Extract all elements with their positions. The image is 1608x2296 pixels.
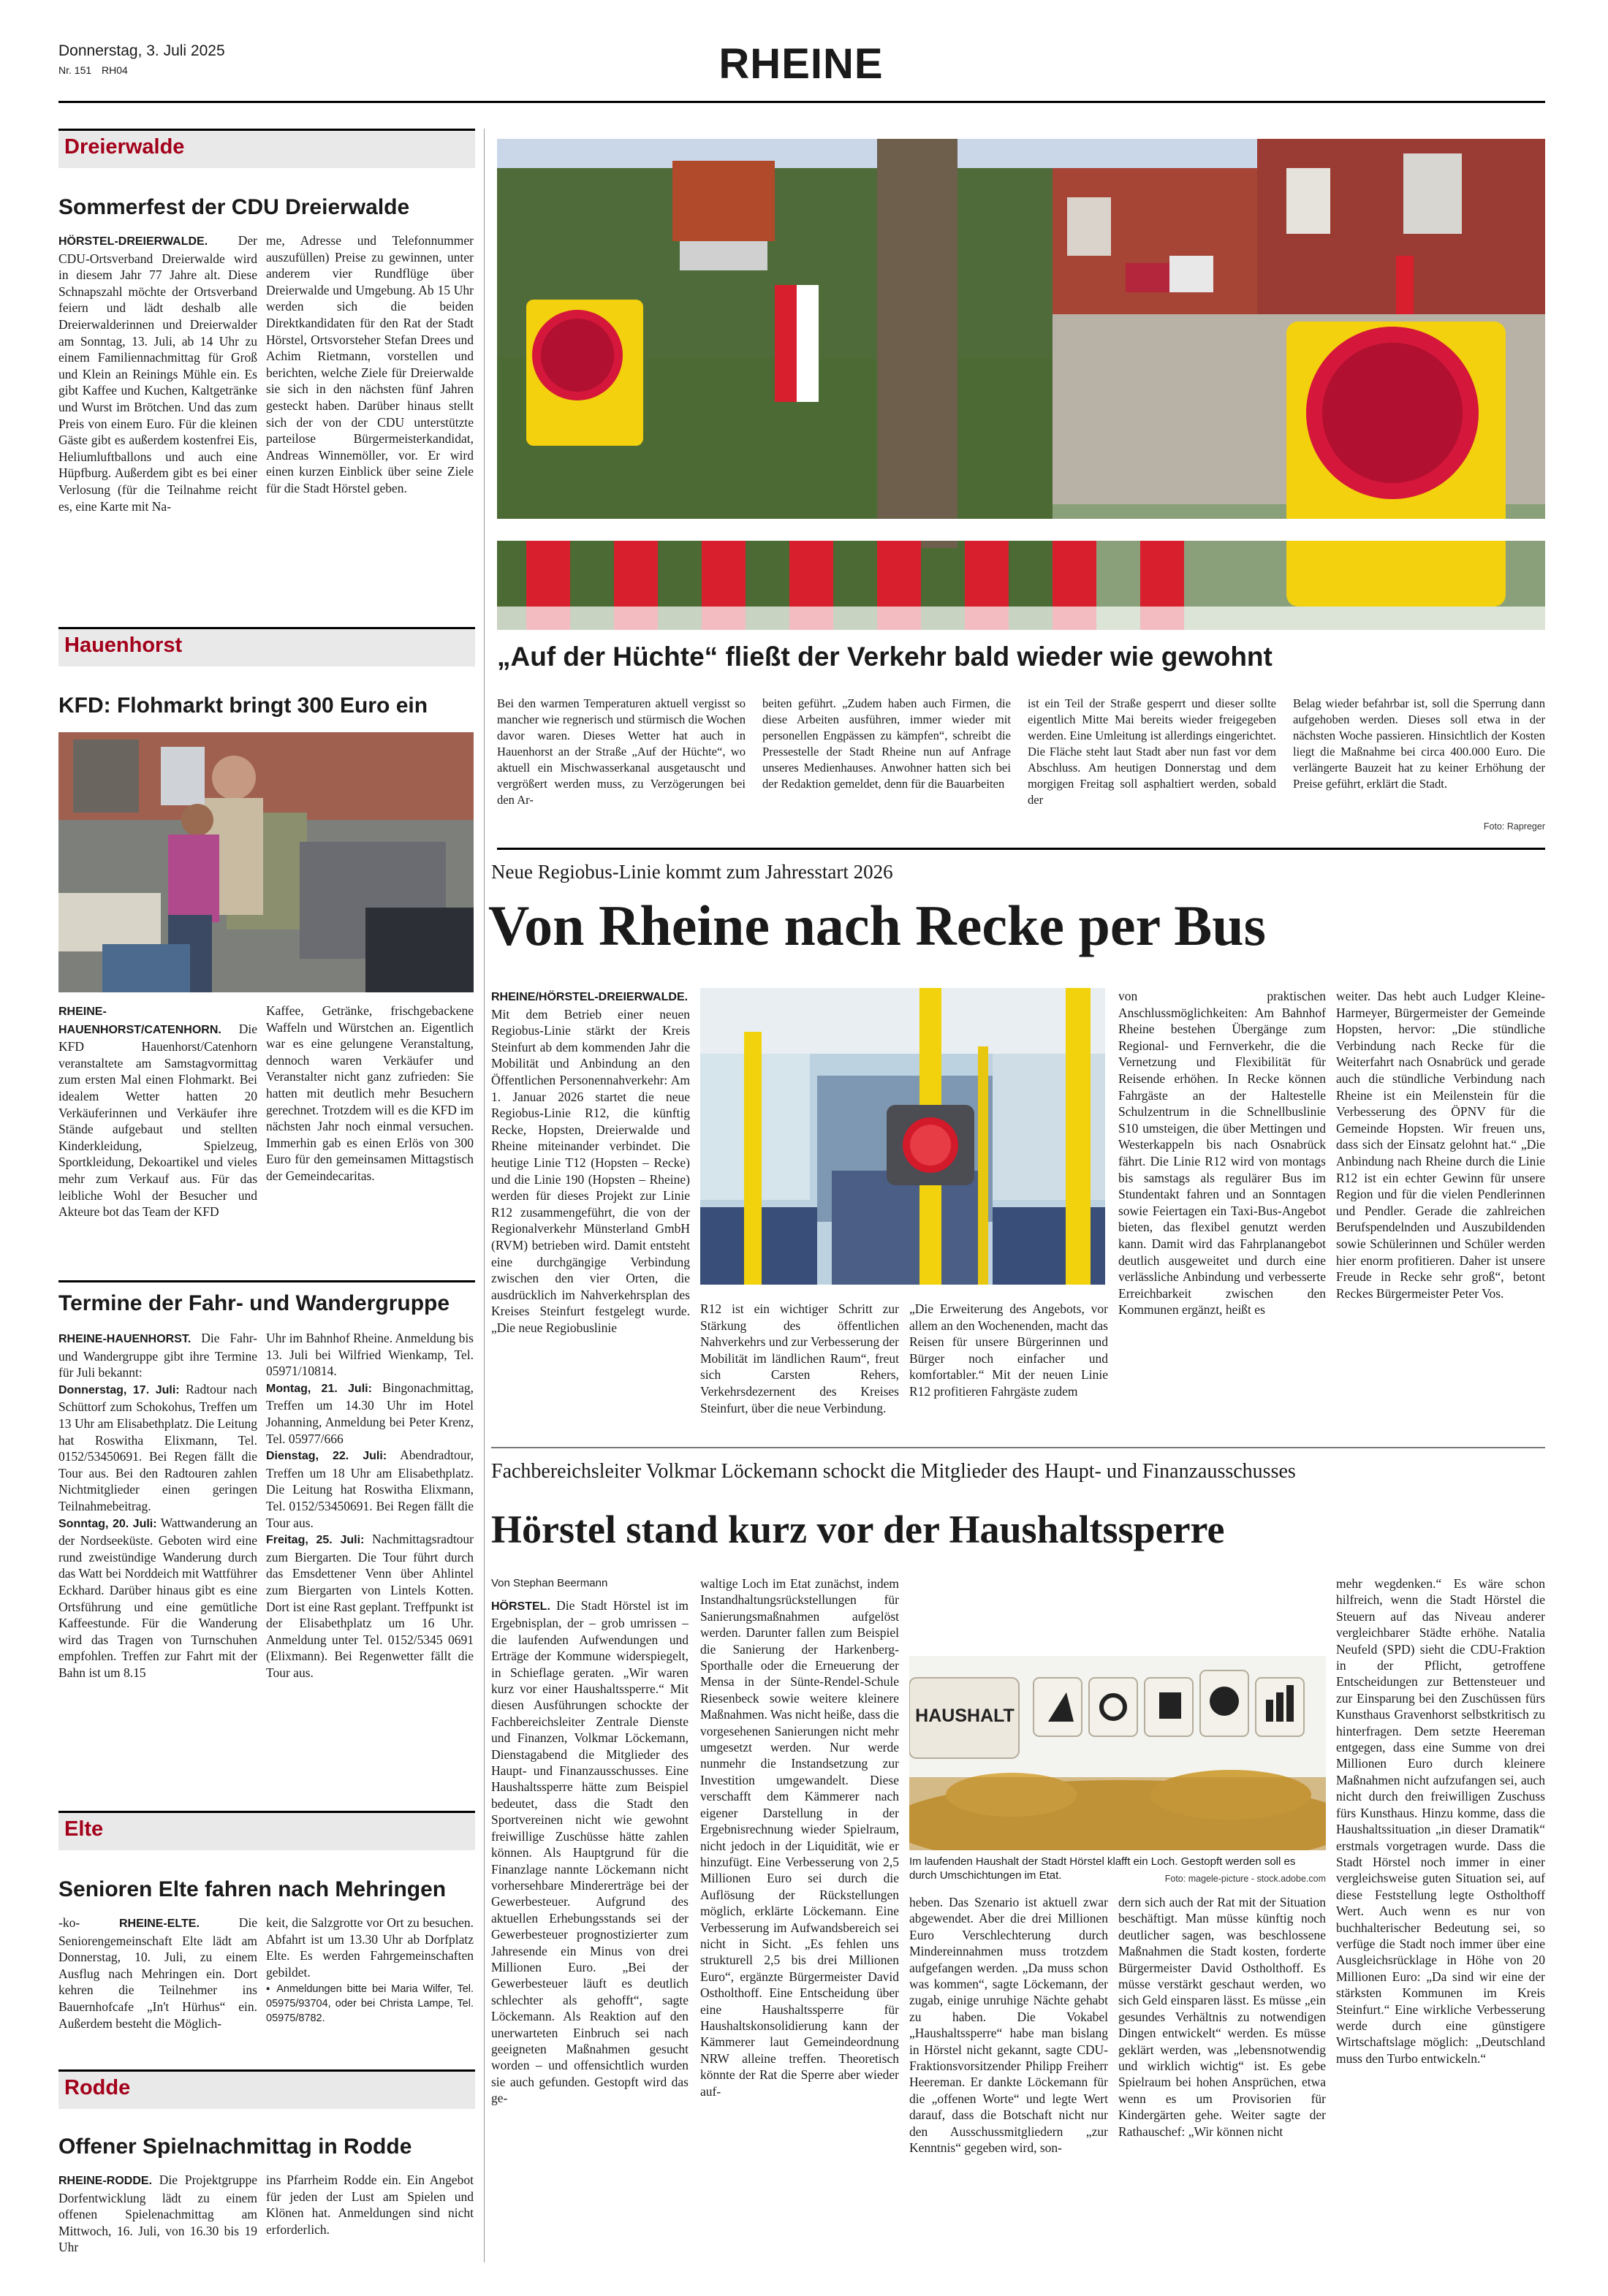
hoerstel-col2 bbox=[700, 1575, 899, 2262]
dreierwalde-dateline: HÖRSTEL-DREIERWALDE. bbox=[58, 235, 208, 248]
huechte-col1 bbox=[497, 696, 746, 835]
hauenhorst-col2 bbox=[266, 1003, 474, 1233]
masthead bbox=[58, 42, 1544, 104]
bus-col1 bbox=[491, 988, 690, 1421]
elte-text-1: Die Seniorengemeinschaft Elte lädt am Donnerstag, 10. Juli, zu einem Ausflug nach Mehringen ein. Dort kehren die Teilnehmer ins Bauernhofcafe „In't Hürhus“ ein. Außerdem besteht die Möglich- bbox=[58, 1915, 257, 2031]
header-rule bbox=[58, 101, 1545, 103]
bus-text-4: von praktischen Anschlussmöglichkeiten: Am Bahnhof Rheine bestehen Übergänge zum Regional- und Fernverkehr, die die Vernetzung und Flexibilität für Reisende erhöhen. In Recke können Fahrgäste an der Haltestelle Schulzentrum in die Schnellbuslinie S10 umsteigen, die über Mettingen und Westerkappeln bis nach Osnabrück fährt. Die Linie R12 wird von montags bis samstags als regulärer Bus im Stundentakt fahren und an Sonntagen sowie Feiertagen ein Taxi-Bus-Angebot bieten, das flexibel genutzt werden kann. Damit wird das Fahrplanangebot deutlich ausgeweitet und durch eine verlässliche Anbindung und verbesserte Erreichbarkeit zwischen den Kommunen ergänzt, heißt es bbox=[1118, 989, 1326, 1318]
hoerstel-text-4: dern sich auch der Rat mit der Situation beschäftigt. Man müsse künftig noch deutlicher sagen, was beschlossene Maßnahmen die Stadt kosten, forderte Bürgermeister David Ostholthoff. Es müsse verstärkt geschaut werden, wo sich Geld einsparen lässt. Es müsse „ein gesundes Verhältnis zu notwendigen Dingen entwickelt“ werden. Es müsse geklärt werden, was „lebensnotwendig und wirklich wichtig“ ist. Es gebe Spielraum bei hohen Ansprüchen, etwa wenn es um Provisorien für Kindergärten gehe. Weiter sagte der Rathauschef: „Wir können nicht bbox=[1118, 1895, 1326, 2139]
hoerstel-dateline: HÖRSTEL. bbox=[491, 1600, 550, 1613]
elte-col1 bbox=[58, 1915, 257, 2058]
bus-bottom-rule bbox=[491, 1447, 1545, 1448]
hoerstel-col1 bbox=[491, 1597, 689, 2262]
hoerstel-text-2: waltige Loch im Etat zunächst, indem Instandhaltungsrückstellungen für Sanierungsmaßnahmen aufgelöst werden. Darunter fallen zum Beispiel die Sanierung der Harkenberg-Sporthalle oder die Erneuerung der Mensa in der Sünte-Rendel-Schule Riesenbeck sowie weitere kleinere Maßnahmen. Was nicht heiße, dass die vorgesehenen Sanierungen nicht mehr umgesetzt werden. Nur werde nunmehr die Instandsetzung zur Investition umgewandelt. Diese verschafft dem Kämmerer nach eigener Darstellung in der Ergebnisrechnung wieder Spielraum, nicht jedoch in der Liquidität, wie er hinzufügt. Eine Verbesserung von 2,5 Millionen Euro sei durch die Auflösung der Rückstellungen möglich, erklärte Löckemann. Eine Verbesserung im Aufwandsbereich sei nicht in Sicht. „Es fehlen uns strukturell 2,5 bis drei Millionen Euro“, ergänzte Bürgermeister David Ostholthoff. Eine Entscheidung über eine Haushaltssperre für Haushaltskonsolidierung kann der Kämmerer laut Gemeindeordnung NRW alleine treffen. Theoretisch könnte der Rat die Sperre aber wieder auf- bbox=[700, 1576, 899, 2099]
edition-code: RH04 bbox=[102, 64, 128, 76]
rodde-text-2: ins Pfarrheim Rodde ein. Ein Angebot für jeden der Lust am Spielen und Klönen hat. Anmeldungen sind nicht erforderlich. bbox=[266, 2173, 474, 2237]
huechte-text-2: beiten geführt. „Zudem haben auch Firmen, die diese Arbeiten ausführen, immer wieder mit personellen Engpässen zu kämpfen“, schreibt die Pressestelle der Stadt Rheine nun auf Anfrage unseres Medienhauses. Anwohner hatten sich bei der Redaktion gemeldet, denn für die Bauarbeiten bbox=[762, 696, 1011, 791]
termine-col1 bbox=[58, 1330, 257, 1795]
elte-col2 bbox=[266, 1915, 474, 2058]
dreierwalde-col1 bbox=[58, 232, 257, 614]
section-label-elte: Elte bbox=[58, 1811, 475, 1850]
haushalt-caption: Im laufenden Haushalt der Stadt Hörstel klafft ein Loch. Gestopft werden soll es durch Umschichtungen im Etat. bbox=[909, 1855, 1296, 1882]
hoerstel-text-1: Die Stadt Hörstel ist im Ergebnisplan, der – grob umrissen – die laufenden Aufwendungen und Erträge der Kommune widerspiegelt, in Schieflage geraten. „Wir waren kurz vor einer Haushaltssperre.“ Mit diesen Ausführungen schockte der Fachbereichsleiter Zentrale Dienste und Finanzen, Volkmar Löckemann, Dienstagabend die Mitglieder des Haupt- und Finanzausschusses. Eine Haushaltssperre hätte zum Beispiel bedeutet, dass die Stadt den Sportvereinen nicht wie gewohnt freiwillige Zuschüsse hätte zahlen können. Als Hauptgrund für die Finanzlage nannte Löckemann nicht vorhersehbare Mindererträge bei der Gewerbesteuer. Aufgrund des aktuellen Erhebungsstands sei der Gewerbesteuer prognostizierter zum Jahresende ein Minus von drei Millionen Euro. „Bei der Gewerbesteuer läuft es deutlich schlechter als gehofft“, sagte Löckemann. Als Reaktion auf den unerwarteten Einbruch sei nach geeigneten Maßnahmen gesucht worden – und offensichtlich wurden sie auch gefunden. Gestopft wird das ge- bbox=[491, 1598, 689, 2106]
bus-dateline: RHEINE/HÖRSTEL-DREIERWALDE. bbox=[491, 991, 689, 1003]
termine-text-1: Radtour nach Schüttorf zum Schokohus, Treffen um 13 Uhr am Elisabethplatz. Die Leitung hat Roswitha Elixmann, Tel. 0152/53450691. Bei Regen fällt die Tour aus. Bei den Radtouren zahlen Nichtmitglieder einen geringen Teilnahmebeitrag. bbox=[58, 1381, 257, 1513]
rodde-headline: Offener Spielnachmittag in Rodde bbox=[58, 2135, 412, 2159]
termine-text-2: Wattwanderung an der Nordseeküste. Geboten wird eine rund zweistündige Wanderung durch das Watt bei Norddeich mit Wattführer Eckhard. Darüber hinaus gibt es eine Ortsführung und eine gemütliche Kaffeestunde. Für die Wanderung wird das Tragen von Turnschuhen empfohlen. Treffen zur Fahrt mit der Bahn ist um 8.15 bbox=[58, 1515, 257, 1680]
haushalt-sign: HAUSHALT bbox=[915, 1706, 1015, 1726]
bus-kicker: Neue Regiobus-Linie kommt zum Jahresstart 2026 bbox=[491, 861, 893, 883]
termine-dateline: RHEINE-HAUENHORST. bbox=[58, 1333, 191, 1345]
elte-note bbox=[266, 1982, 474, 2026]
bus-col4 bbox=[1118, 988, 1326, 1421]
termine-text-5: Abendradtour, Treffen um 18 Uhr am Elisabethplatz. Die Leitung hat Roswitha Elixmann, Tel. 0152/53450691. Bei Regen fällt die Tour aus. bbox=[266, 1448, 474, 1530]
section-label-hauenhorst: Hauenhorst bbox=[58, 627, 475, 666]
dreierwalde-col2 bbox=[266, 232, 474, 614]
hauenhorst-headline: KFD: Flohmarkt bringt 300 Euro ein bbox=[58, 693, 428, 718]
hoerstel-kicker: Fachbereichsleiter Volkmar Löckemann schockt die Mitglieder des Haupt- und Finanzausschusses bbox=[491, 1460, 1296, 1483]
bus-row2-col3 bbox=[909, 1301, 1108, 1421]
huechte-text-1: Bei den warmen Temperaturen aktuell vergisst so mancher wie regnerisch und stürmisch die Wochen davor waren. Dieses Wetter hat auch in Hauenhorst an der Straße „Auf der Hüchte“, wo aktuell ein Mischwasserkanal ausgetauscht und vergrößert werden muss, zu Verzögerungen bei den Ar- bbox=[497, 696, 746, 807]
haushalt-credit: Foto: magele-picture - stock.adobe.com bbox=[1164, 1874, 1326, 1884]
triangle-bullet-icon: ▪ bbox=[266, 1983, 273, 1996]
huechte-text-4: Belag wieder befahrbar ist, soll die Sperrung dann aufgehoben werden. Dieses soll etwa in der nächsten Woche passieren. Hinsichtlich der Kosten liegt die Maßnahme bei circa 400.000 Euro. Die verlängerte Bauzeit hat zu keiner Erhöhung der Preise geführt, erklärt die Stadt. bbox=[1293, 696, 1545, 791]
hoerstel-col5 bbox=[1336, 1575, 1545, 2262]
hoerstel-row2-col3 bbox=[909, 1894, 1108, 2262]
hoerstel-byline: Von Stephan Beermann bbox=[491, 1577, 608, 1589]
hauenhorst-dateline: RHEINE-HAUENHORST/CATENHORN. bbox=[58, 1006, 221, 1036]
roadwork-photo bbox=[497, 139, 1545, 630]
elte-dateline: RHEINE-ELTE. bbox=[118, 1917, 200, 1930]
rodde-col1 bbox=[58, 2172, 257, 2262]
huechte-col2 bbox=[762, 696, 1011, 835]
bus-text-3: „Die Erweiterung des Angebots, vor allem an den Wochenenden, macht das Reisen für unsere Bürgerinnen und Bürger noch einfacher und komfortabler.“ Mit der neuen Linie R12 profitieren Fahrgäste zudem bbox=[909, 1301, 1108, 1399]
bus-col5 bbox=[1336, 988, 1545, 1421]
rodde-dateline: RHEINE-RODDE. bbox=[58, 2175, 153, 2187]
dreierwalde-text-2: me, Adresse und Telefonnummer auszufüllen) Preise zu gewinnen, unter anderem vier Rundflüge über Dreierwalde und Umgebung. Ab 15 Uhr werden sich die beiden Direktkandidaten für den Rat der Stadt Hörstel, Ortsvorsteher Stefan Drees und Achim Rietmann, vorstellen und berichten, welche Ziele für Dreierwalde sie sich in den nächsten fünf Jahren gesteckt haben. Darüber hinaus stellt sich der von der CDU unterstützte parteilose Bürgermeisterkandidat, Andreas Winnemöller, vor. Er wird einen kurzen Einblick über seine Ziele für die Stadt Hörstel geben. bbox=[266, 233, 474, 495]
termine-col2 bbox=[266, 1330, 474, 1795]
termine-text-3: Uhr im Bahnhof Rheine. Anmeldung bis 13. Juli bei Wilfried Wienkamp, Tel. 05971/10814. bbox=[266, 1331, 474, 1379]
bus-row2-col2 bbox=[700, 1301, 899, 1421]
huechte-bottom-rule bbox=[497, 848, 1545, 850]
huechte-text-3: ist ein Teil der Straße gesperrt und dieser sollte eigentlich Mitte Mai bereits wieder freigegeben werden. Eine Umleitung ist allerdings eingerichtet. Die Fläche steht laut Stadt aber nun fast vor dem Abschluss. Am heutigen Donnerstag und dem morgigen Freitag soll asphaltiert werden, sobald der bbox=[1028, 696, 1276, 807]
termine-day-6: Freitag, 25. Juli: bbox=[266, 1534, 365, 1547]
huechte-credit: Foto: Rapreger bbox=[1483, 821, 1545, 832]
hauenhorst-col1 bbox=[58, 1003, 257, 1233]
termine-headline: Termine der Fahr- und Wandergruppe bbox=[58, 1291, 450, 1315]
huechte-col4 bbox=[1293, 696, 1545, 818]
haushalt-photo bbox=[909, 1575, 1326, 1850]
section-label-rodde: Rodde bbox=[58, 2069, 475, 2109]
termine-day-4: Montag, 21. Juli: bbox=[266, 1382, 372, 1395]
bus-text-1: Mit dem Betrieb einer neuen Regiobus-Linie stärkt der Kreis Steinfurt ab dem kommenden Jahr die Mobilität und Anbindung an den Öffentlichen Personennahverkehr: Am 1. Januar 2026 startet die neue Regiobus-Linie R12, die künftig Recke, Hopsten, Dreierwalde und Rheine miteinander verbindet. Die heutige Linie T12 (Hopsten – Recke) und die Linie 190 (Hopsten – Rheine) werden für dieses Projekt zur Linie R12 zusammengeführt, die von der Regionalverkehr Münsterland GmbH (RVM) betrieben wird. Damit entsteht eine durchgängige Verbindung zwischen den vier Orten, die ausdrücklich im Nahverkehrsplan des Kreises Steinfurt festgelegt wurde. „Die neue Regiobuslinie bbox=[491, 1006, 690, 1335]
huechte-col3 bbox=[1028, 696, 1276, 835]
hoerstel-text-5: mehr wegdenken.“ Es wäre schon hilfreich, wenn die Stadt Hörstel die Steuern auf das Niveau anderer vergleichbarer Städte erhöhe. Natalia Neufeld (SPD) sieht die CDU-Fraktion in der Pflicht, getroffene Entscheidungen zur Bettensteuer und zur Einsparung bei den Zuschüssen fürs Kunsthaus Gravenhorst selbstkritisch zu hinterfragen. Dem setzte Heereman entgegen, dass eine Summe von drei Millionen Euro durch kleinere Maßnahmen nicht aufzufangen sei, auch nicht durch den freiwilligen Zuschuss fürs Kunsthaus. Hinzu komme, dass die Haushaltssituation „in dieser Dramatik“ erstmals vorgetragen wurde. Dass die Stadt Hörstel noch immer in einer vergleichsweise guten Situation sei, auf diese Feststellung legte Ostholthoff Wert. Auch wenn es nur von buchhalterischer Bedeutung sei, so verfüge die Stadt noch immer über eine Ausgleichsrücklage in Höhe von 20 Millionen Euro: „Da sind wir eine der stärksten Kommunen im Kreis Steinfurt.“ Eine wirkliche Verbesserung werde durch eine günstigere Wirtschaftslage möglich: „Deutschland muss den Turbo entwickeln.“ bbox=[1336, 1576, 1545, 2066]
elte-headline: Senioren Elte fahren nach Mehringen bbox=[58, 1877, 447, 1901]
elte-prefix: -ko- bbox=[58, 1915, 80, 1930]
flohmarkt-photo bbox=[58, 732, 474, 992]
termine-intro: Die Fahr- und Wandergruppe gibt ihre Termine für Juli bekannt: bbox=[58, 1331, 257, 1380]
hauenhorst-text-2: Kaffee, Getränke, frischgebackene Waffeln und Würstchen an. Eigentlich war es eine gelungene Veranstaltung, dennoch waren Verkäufer und Veranstalter nicht ganz zufrieden: Sie hatten mit deutlich mehr Besuchern gerechnet. Trotzdem will es die KFD im nächsten Jahr noch einmal versuchen. Immerhin gab es einen Erlös von 300 Euro für den gemeinsamen Mittagstisch der Gemeindecaritas. bbox=[266, 1003, 474, 1183]
hoerstel-row2-col4 bbox=[1118, 1894, 1326, 2262]
termine-text-6: Nachmittagsradtour zum Biergarten. Die Tour führt durch das Emsdettener Venn über Ahlintel zum Biergarten von Lintels Kotten. Dort ist eine Rast geplant. Treffpunkt ist der Elisabethplatz um 16 Uhr. Anmeldung unter Tel. 0152/5345 0691 (Elixmann). Bei Regenwetter fällt die Tour aus. bbox=[266, 1532, 474, 1680]
termine-text-4: Bingonachmittag, Treffen um 14.30 Uhr im Hotel Johanning, Anmeldung bei Peter Krenz, Tel. 05977/666 bbox=[266, 1380, 474, 1446]
dreierwalde-headline: Sommerfest der CDU Dreierwalde bbox=[58, 195, 410, 219]
termine-day-2: Sonntag, 20. Juli: bbox=[58, 1517, 157, 1530]
header-date: Donnerstag, 3. Juli 2025 bbox=[58, 42, 225, 59]
hoerstel-text-3: heben. Das Szenario ist aktuell zwar abgewendet. Aber die drei Millionen Euro Verschlechterung durch Mindereinnahmen muss trotzdem aufgefangen werden. „Da muss schon was kommen“, sagte Löckemann, der zugab, einige unruhige Nächte gehabt zu haben. Die Vokabel „Haushaltssperre“ habe man bislang in Hörstel nicht gekannt, sagte CDU-Fraktionsvorsitzender Philipp Freiherr Heereman. Er dankte Löckemann für die „offenen Worte“ und legte Wert darauf, dass die Botschaft nicht nur den Ausschussmitgliedern „zur Kenntnis“ gegeben wird, son- bbox=[909, 1895, 1108, 2156]
elte-text-2: keit, die Salzgrotte vor Ort zu besuchen. Abfahrt ist um 13.30 Uhr ab Dorfplatz Elte. Es werden Fahrgemeinschaften gebildet. bbox=[266, 1915, 474, 1980]
issue-number: Nr. 151 bbox=[58, 64, 92, 76]
termine-day-5: Dienstag, 22. Juli: bbox=[266, 1450, 387, 1463]
hoerstel-headline: Hörstel stand kurz vor der Haushaltssperre bbox=[491, 1508, 1225, 1551]
rodde-col2 bbox=[266, 2172, 474, 2262]
rodde-text-1: Die Projektgruppe Dorfentwicklung lädt zu einem offenen Spielenachmittag am Mittwoch, 16. Juli, von 16.30 bis 19 Uhr bbox=[58, 2173, 257, 2255]
dreierwalde-text-1: Der CDU-Ortsverband Dreierwalde wird in diesem Jahr 77 Jahre alt. Diese Schnapszahl möchte der Ortsverband feiern und lädt deshalb alle Dreierwalderinnen und Dreierwalder am Sonntag, 13. Juli, ab 14 Uhr zu einem Familiennachmittag für Groß und Klein an Reinings Mühle ein. Es gibt Kaffee und Kuchen, Kaltgetränke und Wurst im Brötchen. Und das zum Preis von einem Euro. Für die kleinen Gäste gibt es außerdem kostenfrei Eis, Heliumluftballons und auch eine Hüpfburg. Außerdem gibt es bei einer Verlosung (für die Teilnahme reicht es, eine Karte mit Na- bbox=[58, 233, 257, 514]
bus-text-2: R12 ist ein wichtiger Schritt zur Stärkung des öffentlichen Nahverkehrs und zur Verbesserung der Mobilität im ländlichen Raum“, freut sich Carsten Rehers, Verkehrsdezernent des Kreises Steinfurt, über die neue Verbindung. bbox=[700, 1301, 899, 1415]
bus-text-5: weiter. Das hebt auch Ludger Kleine-Harmeyer, Bürgermeister der Gemeinde Hopsten, hervor: „Die stündliche Verbindung nach Recke für die Weiterfahrt nach Osnabrück und gerade auch die stündliche Verbindung nach Rheine ist ein Meilenstein für die Verbesserung des ÖPNV für die Gemeinde Hopsten. Wir freuen uns, dass sich der Einsatz gelohnt hat.“ „Die Anbindung nach Rheine durch die Linie R12 ist ein echter Gewinn für unsere Region und für die vielen Pendlerinnen und Pendler. Gerade die zahlreichen Berufspendelnden und Auszubildenden sowie Schülerinnen und Schüler werden hier enorm profitieren. Daher ist unsere Freude in Recke sehr groß“, betont Reckes Bürgermeister Peter Vos. bbox=[1336, 989, 1545, 1301]
page-title: RHEINE bbox=[718, 40, 884, 88]
column-divider bbox=[484, 129, 485, 2262]
section-label-dreierwalde: Dreierwalde bbox=[58, 129, 475, 168]
termine-day-1: Donnerstag, 17. Juli: bbox=[58, 1383, 180, 1396]
termine-rule bbox=[58, 1280, 475, 1282]
bus-interior-photo bbox=[700, 988, 1105, 1285]
huechte-headline: „Auf der Hüchte“ fließt der Verkehr bald wieder wie gewohnt bbox=[497, 642, 1273, 672]
hauenhorst-text-1: Die KFD Hauenhorst/Catenhorn veranstaltete am Samstagvormittag zum ersten Mal einen Flohmarkt. Bei idealem Wetter hatten 20 Verkäuferinnen und Verkäufer ihre Stände aufgebaut und stellten Kinderkleidung, Spielzeug, Sportkleidung, Dekoartikel und vieles mehr zum Verkauf aus. Für das leibliche Wohl der Besucher und Akteure bot das Team der KFD bbox=[58, 1021, 257, 1220]
elte-note-text: Anmeldungen bitte bei Maria Wilfer, Tel. 05975/93704, oder bei Christa Lampe, Tel. 05975/8782. bbox=[266, 1983, 474, 2025]
bus-headline: Von Rheine nach Recke per Bus bbox=[488, 894, 1266, 957]
